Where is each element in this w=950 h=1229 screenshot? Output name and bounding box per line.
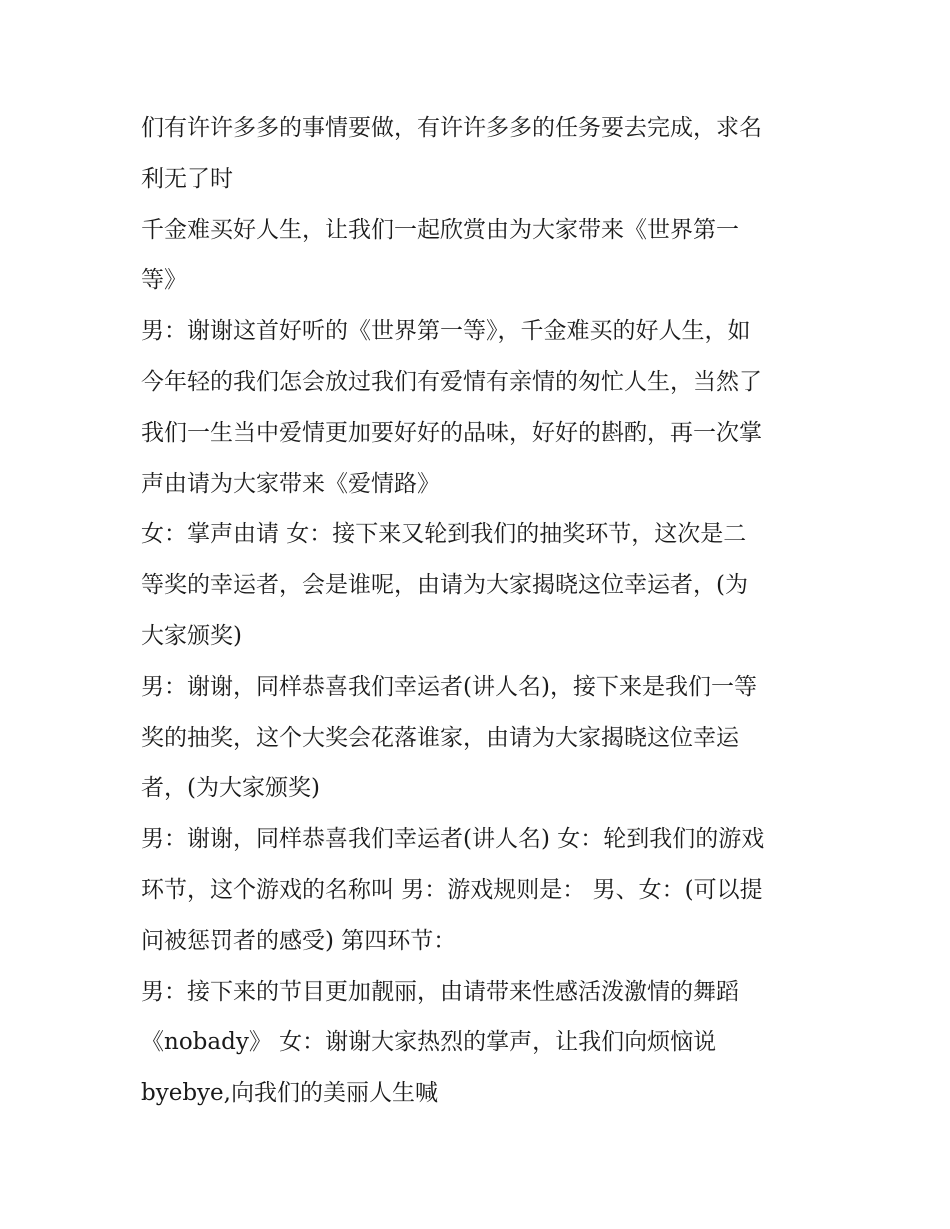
text-line: 声由请为大家带来《爱情路》 — [141, 470, 440, 497]
text-line: 今年轻的我们怎会放过我们有爱情有亲情的匆忙人生，当然了 — [141, 368, 762, 395]
text-line: 女：掌声由请 女：接下来又轮到我们的抽奖环节，这次是二 — [141, 521, 747, 548]
text-line: 等》 — [141, 267, 187, 294]
text-line: 者，(为大家颁奖) — [141, 775, 320, 802]
text-line: 男：谢谢，同样恭喜我们幸运者(讲人名)，接下来是我们一等 — [141, 673, 757, 700]
paragraph-5 — [141, 662, 821, 814]
text-line: 男：谢谢这首好听的《世界第一等》，千金难买的好人生，如 — [141, 318, 751, 345]
text-line: 我们一生当中爱情更加要好好的品味，好好的斟酌，再一次掌 — [141, 419, 762, 446]
text-line: byebye,向我们的美丽人生喊 — [141, 1080, 438, 1107]
paragraph-1 — [141, 103, 821, 205]
text-line: 们有许许多多的事情要做，有许许多多的任务要去完成，求名 — [141, 115, 762, 141]
text-line: 问被惩罚者的感受) 第四环节： — [141, 927, 457, 954]
text-line: 男：接下来的节目更加靓丽，由请带来性感活泼激情的舞蹈 — [141, 978, 739, 1005]
paragraph-7 — [141, 967, 821, 1119]
text-line: 千金难买好人生，让我们一起欣赏由为大家带来《世界第一 — [141, 216, 739, 243]
paragraph-3 — [141, 306, 821, 509]
text-line: 《nobady》 女：谢谢大家热烈的掌声，让我们向烦恼说 — [141, 1029, 717, 1056]
text-line: 奖的抽奖，这个大奖会花落谁家，由请为大家揭晓这位幸运 — [141, 724, 739, 751]
text-line: 等奖的幸运者，会是谁呢，由请为大家揭晓这位幸运者，(为 — [141, 572, 748, 599]
paragraph-6 — [141, 814, 821, 966]
text-line: 男：谢谢，同样恭喜我们幸运者(讲人名) 女：轮到我们的游戏 — [141, 826, 765, 853]
document-body — [141, 103, 821, 1119]
text-line: 大家颁奖) — [141, 622, 242, 649]
text-line: 利无了时 — [141, 165, 233, 192]
text-line: 环节，这个游戏的名称叫 男：游戏规则是： 男、女：(可以提 — [141, 876, 763, 903]
paragraph-2 — [141, 205, 821, 307]
paragraph-4 — [141, 509, 821, 661]
